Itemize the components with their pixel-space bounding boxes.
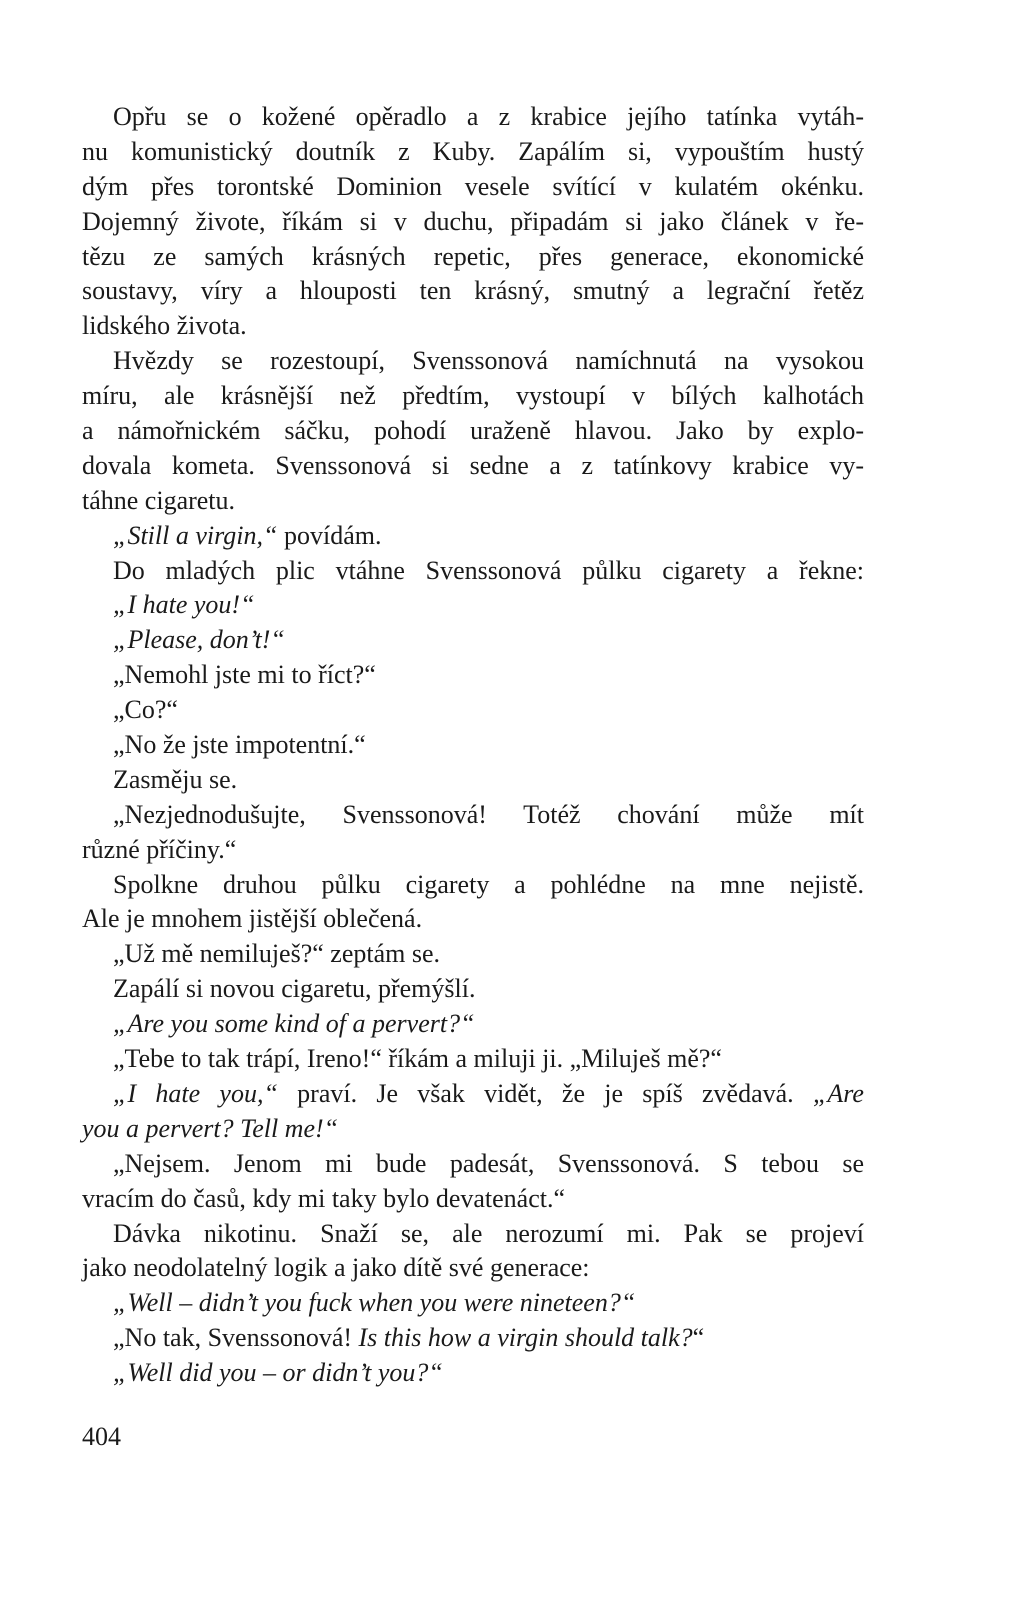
text-line: Spolkne druhou půlku cigarety a pohlédne na mne nejistě. bbox=[113, 869, 864, 899]
text-line: Hvězdy se rozestoupí, Svenssonová namíchnutá na vysokou bbox=[113, 346, 864, 376]
italic-span: „Please, don’t!“ bbox=[113, 625, 285, 655]
italic-span: Is this how a virgin should talk? bbox=[358, 1323, 693, 1353]
text-line bbox=[82, 1286, 864, 1321]
text-line: dým přes torontské Dominion vesele svítící v kulatém okénku. bbox=[82, 171, 864, 201]
text-line: „Nejsem. Jenom mi bude padesát, Svenssonová. S tebou se bbox=[113, 1148, 864, 1178]
text-line: soustavy, víry a hlouposti ten krásný, smutný a legrační řetěz bbox=[82, 276, 864, 306]
text-line: Do mladých plic vtáhne Svenssonová půlku cigarety a řekne: bbox=[113, 555, 864, 585]
text-line: tězu ze samých krásných repetic, přes generace, ekonomické bbox=[82, 241, 864, 271]
italic-span: you a pervert? Tell me!“ bbox=[82, 1113, 339, 1143]
text-line: dovala kometa. Svenssonová si sedne a z tatínkovy krabice vy- bbox=[82, 450, 864, 480]
text-line: míru, ale krásnější než předtím, vystoupí v bílých kalhotách bbox=[82, 381, 864, 411]
italic-span: „Are you some kind of a pervert?“ bbox=[113, 1009, 475, 1039]
text-line: nu komunistický doutník z Kuby. Zapálím si, vypouštím hustý bbox=[82, 136, 864, 166]
text-line: „Tebe to tak trápí, Ireno!“ říkám a miluji ji. „Miluješ mě?“ bbox=[113, 1044, 722, 1074]
text-line: Dávka nikotinu. Snaží se, ale nerozumí mi. Pak se projeví bbox=[113, 1218, 864, 1248]
text-line: Ale je mnohem jistější oblečená. bbox=[82, 904, 423, 934]
text-line bbox=[82, 1356, 864, 1391]
text-line bbox=[82, 1007, 864, 1042]
text-line: „Co?“ bbox=[113, 695, 178, 725]
text-line: „Nezjednodušujte, Svenssonová! Totéž chování může mít bbox=[113, 799, 864, 829]
italic-span: „Well did you – or didn’t you?“ bbox=[113, 1358, 443, 1388]
text-line: různé příčiny.“ bbox=[82, 834, 237, 864]
italic-span: „Still a virgin,“ bbox=[113, 520, 278, 550]
text-line bbox=[82, 1077, 864, 1112]
text-line bbox=[82, 1112, 864, 1147]
text-span: “ bbox=[692, 1323, 705, 1353]
text-line: jako neodolatelný logik a jako dítě své generace: bbox=[82, 1253, 590, 1283]
text-line: Zasměju se. bbox=[113, 764, 238, 794]
italic-span: „Are bbox=[812, 1078, 864, 1108]
text-line: a námořnickém sáčku, pohodí uraženě hlavou. Jako by explo- bbox=[82, 416, 864, 446]
text-line: vracím do časů, kdy mi taky bylo devatenáct.“ bbox=[82, 1183, 566, 1213]
text-line: táhne cigaretu. bbox=[82, 485, 236, 515]
italic-span: „I hate you!“ bbox=[113, 590, 255, 620]
page-body bbox=[82, 100, 864, 1391]
text-line: Zapálí si novou cigaretu, přemýšlí. bbox=[113, 974, 476, 1004]
text-span: povídám. bbox=[277, 520, 382, 550]
text-line: Opřu se o kožené opěradlo a z krabice jejího tatínka vytáh- bbox=[113, 102, 864, 131]
page-number: 404 bbox=[82, 1422, 121, 1451]
text-span: „No tak, Svenssonová! bbox=[113, 1323, 359, 1353]
italic-span: „I hate you,“ bbox=[113, 1078, 278, 1108]
text-line: lidského života. bbox=[82, 311, 247, 341]
text-line: Dojemný živote, říkám si v duchu, připadám si jako článek v ře- bbox=[82, 206, 864, 236]
text-line: „Už mě nemiluješ?“ zeptám se. bbox=[113, 939, 441, 969]
text-line bbox=[82, 1321, 864, 1356]
text-span: praví. Je však vidět, že je spíš zvědavá. bbox=[277, 1078, 813, 1108]
text-line: „Nemohl jste mi to říct?“ bbox=[113, 660, 376, 690]
text-line: „No že jste impotentní.“ bbox=[113, 730, 366, 760]
text-line bbox=[82, 623, 864, 658]
italic-span: „Well – didn’t you fuck when you were nineteen?“ bbox=[113, 1288, 636, 1318]
text-line bbox=[82, 588, 864, 623]
text-line bbox=[82, 519, 864, 554]
